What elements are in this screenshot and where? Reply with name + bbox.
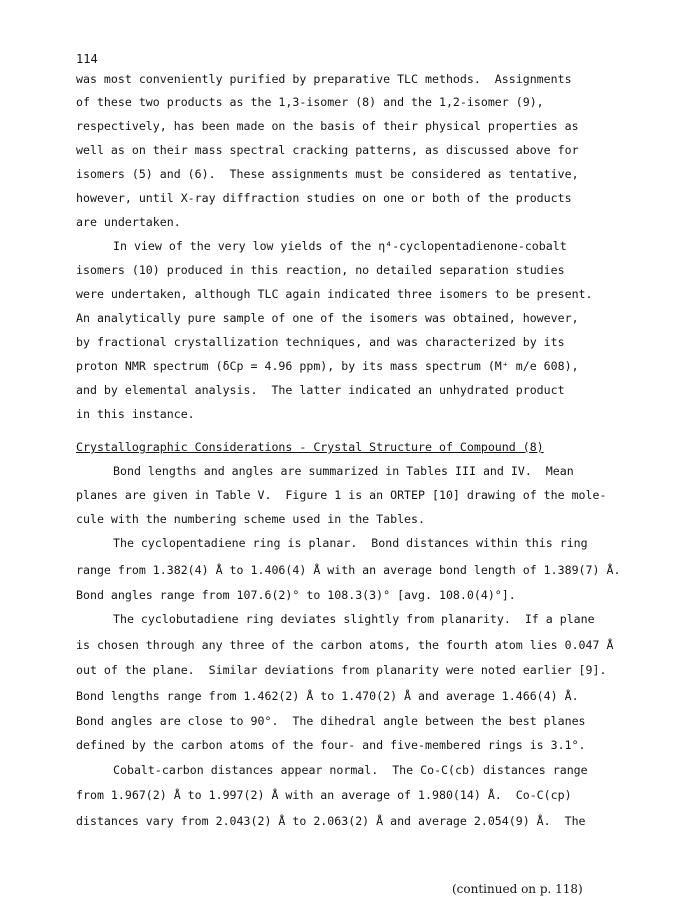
text-line: in this instance. — [76, 407, 195, 421]
text-line: Bond angles are close to 90°. The dihedral angle between the best planes — [76, 714, 586, 728]
text-line: from 1.967(2) Å to 1.997(2) Å with an average of 1.980(14) Å. Co-C(cp) — [76, 788, 572, 802]
text-line: Bond lengths range from 1.462(2) Å to 1.470(2) Å and average 1.466(4) Å. — [76, 689, 579, 703]
text-line: isomers (10) produced in this reaction, no detailed separation studies — [76, 263, 565, 277]
text-line: well as on their mass spectral cracking patterns, as discussed above for — [76, 143, 579, 157]
page-number: 114 — [76, 52, 98, 66]
text-line: by fractional crystallization techniques, and was characterized by its — [76, 335, 565, 349]
continuation-note: (continued on p. 118) — [452, 882, 583, 896]
text-line: proton NMR spectrum (δCp = 4.96 ppm), by its mass spectrum (M⁺ m/e 608), — [76, 359, 579, 373]
text-line: respectively, has been made on the basis of their physical properties as — [76, 119, 579, 133]
text-line: are undertaken. — [76, 215, 181, 229]
text-line: Bond lengths and angles are summarized in Tables III and IV. Mean — [113, 464, 574, 478]
text-line: is chosen through any three of the carbon atoms, the fourth atom lies 0.047 Å — [76, 638, 614, 652]
text-line: were undertaken, although TLC again indicated three isomers to be present. — [76, 287, 593, 301]
text-line: The cyclopentadiene ring is planar. Bond distances within this ring — [113, 536, 588, 550]
text-line: Cobalt-carbon distances appear normal. The Co-C(cb) distances range — [113, 763, 588, 777]
text-line: and by elemental analysis. The latter indicated an unhydrated product — [76, 383, 565, 397]
text-line: cule with the numbering scheme used in the Tables. — [76, 512, 426, 526]
text-line: The cyclobutadiene ring deviates slightly from planarity. If a plane — [113, 612, 595, 626]
text-line: out of the plane. Similar deviations from planarity were noted earlier [9]. — [76, 663, 607, 677]
section-heading: Crystallographic Considerations - Crystal Structure of Compound (8) — [76, 440, 544, 454]
text-line: An analytically pure sample of one of the isomers was obtained, however, — [76, 311, 579, 325]
text-line: defined by the carbon atoms of the four- and five-membered rings is 3.1°. — [76, 738, 586, 752]
text-line: planes are given in Table V. Figure 1 is an ORTEP [10] drawing of the mole- — [76, 488, 607, 502]
text-line: of these two products as the 1,3-isomer (8) and the 1,2-isomer (9), — [76, 95, 544, 109]
text-line: range from 1.382(4) Å to 1.406(4) Å with an average bond length of 1.389(7) Å. — [76, 563, 621, 577]
text-line: distances vary from 2.043(2) Å to 2.063(2) Å and average 2.054(9) Å. The — [76, 814, 586, 828]
text-line: isomers (5) and (6). These assignments must be considered as tentative, — [76, 167, 579, 181]
text-line: Bond angles range from 107.6(2)° to 108.3(3)° [avg. 108.0(4)°]. — [76, 588, 516, 602]
text-line: In view of the very low yields of the η⁴-cyclopentadienone-cobalt — [113, 239, 567, 253]
text-line: was most conveniently purified by preparative TLC methods. Assignments — [76, 72, 572, 86]
text-line: however, until X-ray diffraction studies on one or both of the products — [76, 191, 572, 205]
